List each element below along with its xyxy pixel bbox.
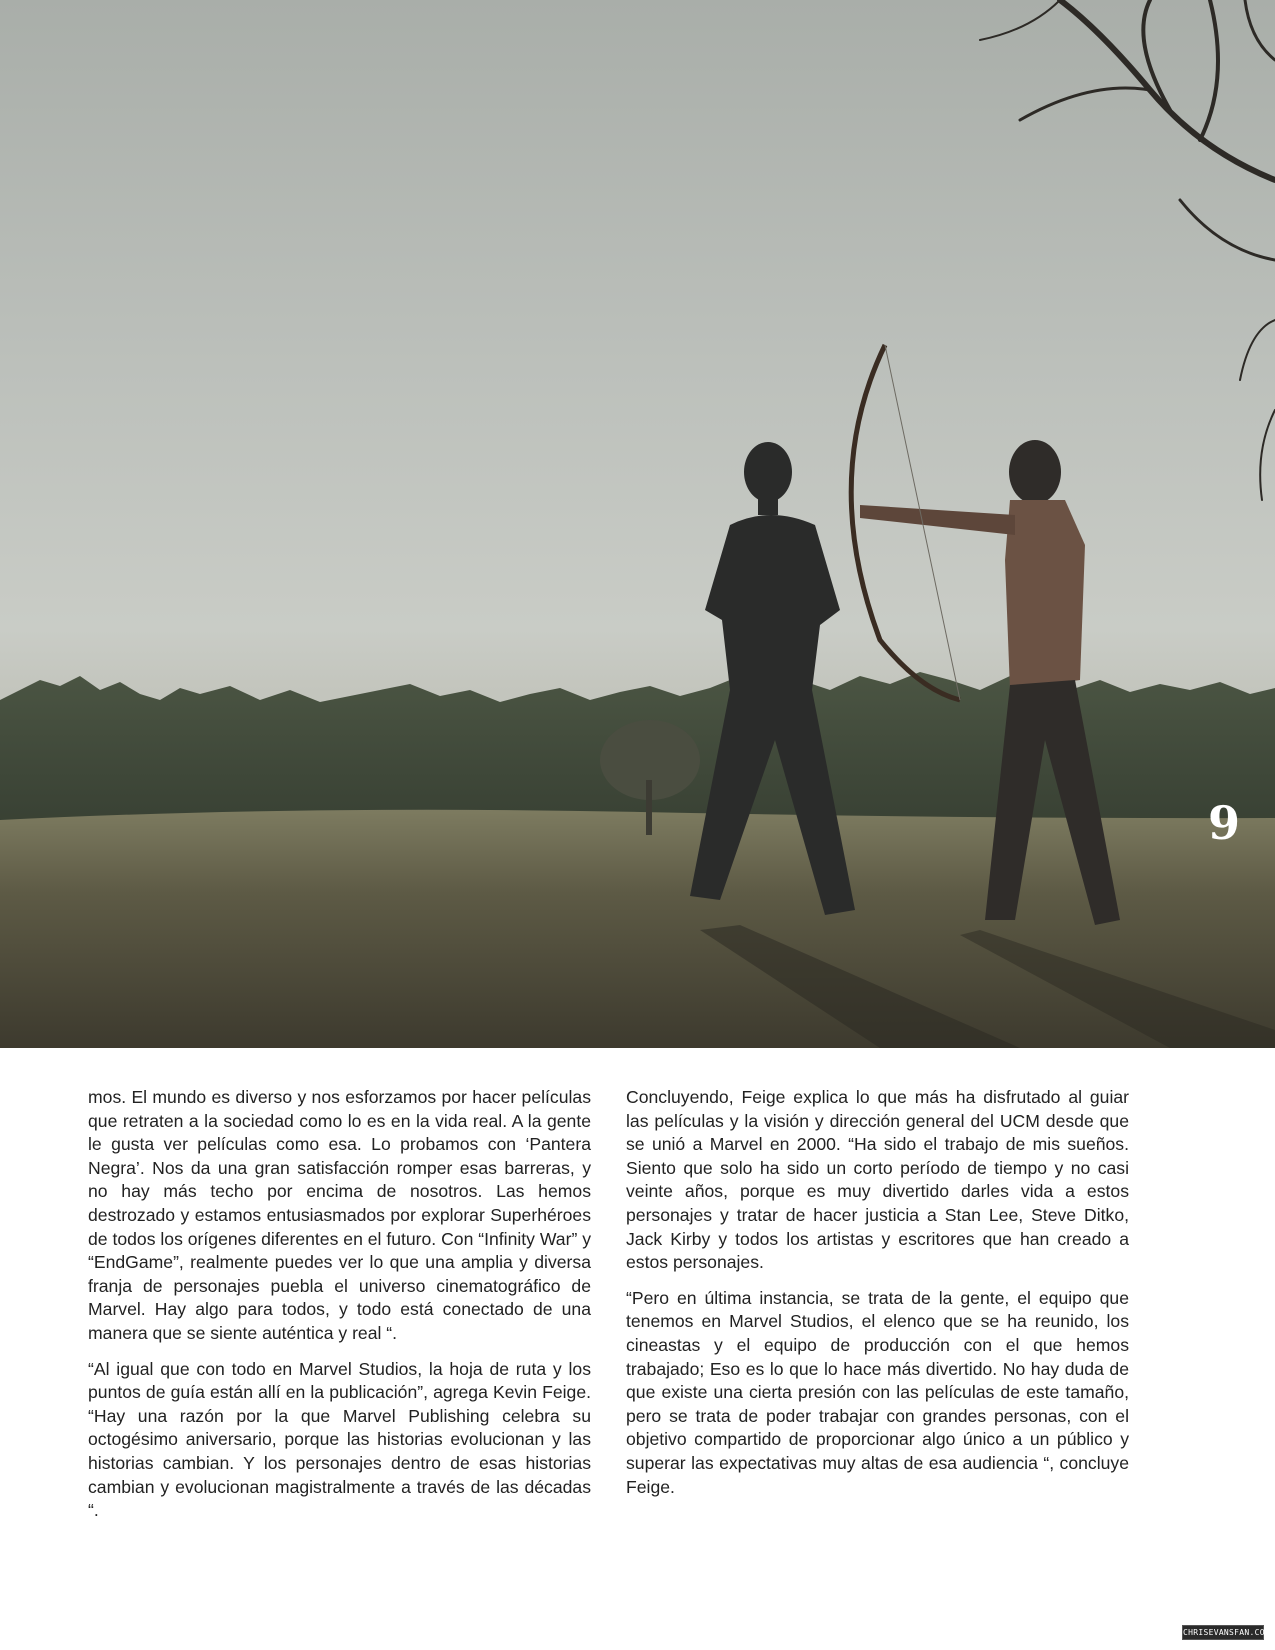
watermark-logo: CHRISEVANSFAN.COM: [1182, 1625, 1264, 1640]
paragraph: “Pero en última instancia, se trata de la gente, el equipo que tenemos en Marvel Studios, el elenco que se ha reunido, los cineastas y el equipo de producción con el que hemos trabajado; Eso es lo que lo hace más divertido. No hay duda de que existe una cierta presión con las películas de este tamaño, pero se trata de poder trabajar con grandes personas, con el objetivo compartido de proporcionar algo único a un público y superar las expectativas muy altas de esa audiencia “, concluye Feige.: [626, 1287, 1129, 1497]
paragraph: Concluyendo, Feige explica lo que más ha disfrutado al guiar las películas y la visión y dirección general del UCM desde que se unió a Marvel en 2000. “Ha sido el trabajo de mis sueños. Siento que solo ha sido un corto período de tiempo y no casi veinte años, porque es muy divertido darles vida a estos personajes y tratar de hacer justicia a Stan Lee, Steve Ditko, Jack Kirby y todos los artistas y escritores que han creado a estos personajes.: [626, 1087, 1129, 1273]
page-number: 9: [1208, 796, 1241, 850]
paragraph: mos. El mundo es diverso y nos esforzamos por hacer películas que retraten a la sociedad como lo es en la vida real. A la gente le gusta ver películas como esa. Lo probamos con ‘Pantera Negra’. Nos da una gran satisfacción romper esas barreras, y no hay más techo por encima de nosotros. Las hemos destrozado y estamos entusiasmados por explorar Superhéroes de todos los orígenes diferentes en el futuro. Con “Infinity War” y “EndGame”, realmente puedes ver lo que una amplia y diversa franja de personajes puebla el universo cinematográfico de Marvel. Hay algo para todos, y todo está conectado de una manera que se siente auténtica y real “.: [88, 1087, 591, 1343]
bare-tree-branches: [980, 0, 1275, 500]
article-right-column: [626, 1086, 1129, 1511]
paragraph: “Al igual que con todo en Marvel Studios, la hoja de ruta y los puntos de guía están allí en la publicación”, agrega Kevin Feige. “Hay una razón por la que Marvel Publishing celebra su octogésimo aniversario, porque las historias evolucionan y las historias cambian. Y los personajes dentro de esas historias cambian y evolucionan magistralmente a través de las décadas “.: [88, 1358, 591, 1521]
article-left-column: [88, 1086, 591, 1535]
